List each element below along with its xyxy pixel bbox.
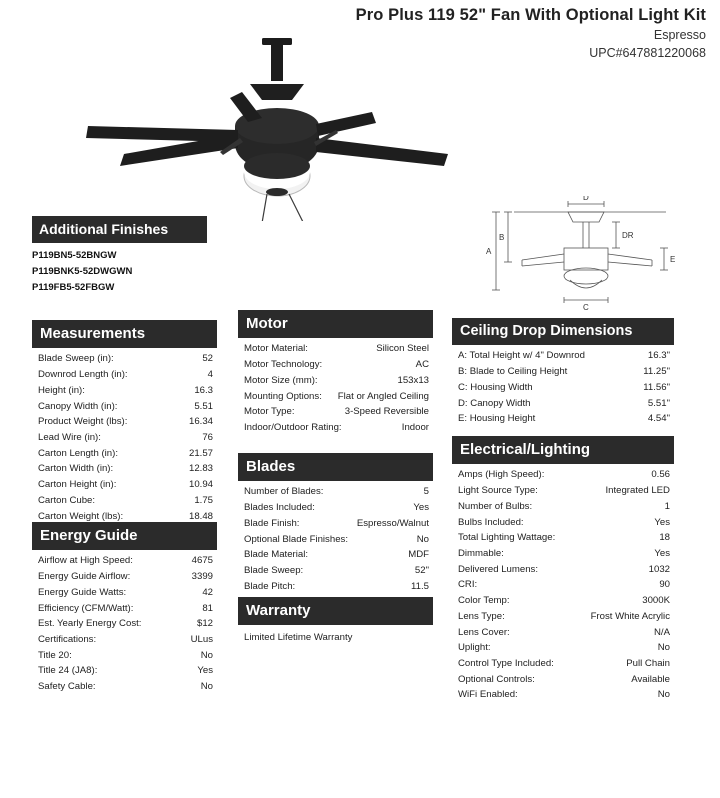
row-label: C: Housing Width — [458, 381, 533, 393]
row-label: Bulbs Included: — [458, 516, 524, 528]
electrical-lighting-rows — [452, 468, 674, 704]
table-row — [32, 399, 217, 415]
row-value: 4675 — [191, 555, 213, 567]
row-label: Blade Material: — [244, 549, 308, 561]
row-label: Airflow at High Speed: — [38, 555, 133, 567]
table-row — [32, 383, 217, 399]
row-value: 4 — [207, 369, 213, 381]
table-row — [452, 688, 674, 704]
table-row — [32, 633, 217, 649]
table-row — [452, 468, 674, 484]
table-row — [238, 342, 433, 358]
row-value: 10.94 — [188, 479, 213, 491]
table-row — [452, 365, 674, 381]
list-item: P119BN5-52BNGW — [32, 250, 117, 261]
row-value: Integrated LED — [605, 485, 670, 497]
table-row — [32, 554, 217, 570]
product-upc: UPC#647881220068 — [589, 46, 706, 60]
row-label: Energy Guide Airflow: — [38, 571, 131, 583]
row-value: 1.75 — [194, 494, 213, 506]
blades-section — [238, 453, 433, 595]
row-label: Blades Included: — [244, 502, 315, 514]
row-label: Efficiency (CFM/Watt): — [38, 602, 134, 614]
row-label: Product Weight (lbs): — [38, 416, 128, 428]
row-label: Blade Sweep (in): — [38, 353, 114, 365]
electrical-lighting-heading: Electrical/Lighting — [452, 436, 674, 464]
table-row — [452, 562, 674, 578]
table-row — [452, 396, 674, 412]
row-label: A: Total Height w/ 4" Downrod — [458, 350, 585, 362]
row-value: 1032 — [648, 563, 670, 575]
row-value: 4.54" — [647, 413, 670, 425]
table-row — [32, 680, 217, 696]
additional-finishes-heading: Additional Finishes — [32, 216, 207, 243]
measurements-section — [32, 320, 217, 525]
row-label: Motor Size (mm): — [244, 374, 318, 386]
row-value: 3000K — [642, 595, 670, 607]
table-row — [32, 570, 217, 586]
table-row — [452, 484, 674, 500]
row-value: Yes — [197, 665, 213, 677]
warranty-section — [238, 597, 433, 643]
row-label: Motor Type: — [244, 406, 295, 418]
diagram-label-d: D — [583, 196, 589, 202]
table-row — [452, 594, 674, 610]
table-row — [452, 499, 674, 515]
row-value: Silicon Steel — [376, 343, 429, 355]
ceiling-drop-heading: Ceiling Drop Dimensions — [452, 318, 674, 345]
row-value: No — [416, 533, 429, 545]
table-row — [32, 493, 217, 509]
row-value: No — [200, 649, 213, 661]
additional-finishes-list — [32, 250, 207, 293]
row-value: 42 — [202, 586, 213, 598]
row-label: Optional Blade Finishes: — [244, 533, 348, 545]
row-value: $12 — [196, 618, 213, 630]
warranty-heading: Warranty — [238, 597, 433, 625]
table-row — [452, 672, 674, 688]
row-value: 52 — [202, 353, 213, 365]
row-label: Blade Finish: — [244, 517, 300, 529]
row-value: 0.56 — [651, 469, 670, 481]
table-row — [32, 462, 217, 478]
table-row — [32, 446, 217, 462]
table-row — [238, 485, 433, 501]
table-row — [32, 648, 217, 664]
diagram-label-a: A — [486, 247, 492, 256]
motor-section — [238, 310, 433, 436]
row-label: Light Source Type: — [458, 485, 538, 497]
table-row — [452, 380, 674, 396]
table-row — [238, 405, 433, 421]
row-value: 3-Speed Reversible — [344, 406, 429, 418]
row-value: Frost White Acrylic — [590, 610, 670, 622]
blades-rows — [238, 485, 433, 595]
row-value: 90 — [659, 579, 670, 591]
row-label: Est. Yearly Energy Cost: — [38, 618, 142, 630]
table-row — [238, 532, 433, 548]
row-value: 81 — [202, 602, 213, 614]
table-row — [452, 349, 674, 365]
additional-finishes-section — [32, 216, 207, 298]
row-label: Motor Material: — [244, 343, 308, 355]
ceiling-drop-section — [452, 318, 674, 428]
row-label: Carton Cube: — [38, 494, 96, 506]
row-label: Mounting Options: — [244, 390, 322, 402]
row-label: Amps (High Speed): — [458, 469, 545, 481]
table-row — [32, 478, 217, 494]
row-value: Espresso/Walnut — [356, 517, 429, 529]
table-row — [32, 368, 217, 384]
row-label: Total Lighting Wattage: — [458, 532, 556, 544]
row-value: 52" — [414, 564, 429, 576]
row-label: WiFi Enabled: — [458, 689, 518, 701]
table-row — [238, 421, 433, 437]
table-row — [452, 641, 674, 657]
table-row — [32, 585, 217, 601]
row-label: Dimmable: — [458, 547, 504, 559]
table-row — [238, 564, 433, 580]
measurements-rows — [32, 352, 217, 525]
row-label: Lens Cover: — [458, 626, 510, 638]
row-value: 12.83 — [188, 463, 213, 475]
row-label: Delivered Lumens: — [458, 563, 538, 575]
row-label: Indoor/Outdoor Rating: — [244, 421, 342, 433]
table-row — [452, 547, 674, 563]
row-label: Height (in): — [38, 384, 85, 396]
row-label: Carton Height (in): — [38, 479, 117, 491]
row-value: 18 — [659, 532, 670, 544]
diagram-label-b: B — [499, 233, 505, 242]
row-value: AC — [415, 359, 429, 371]
row-label: CRI: — [458, 579, 478, 591]
row-value: 11.5 — [411, 580, 429, 592]
row-label: Carton Width (in): — [38, 463, 114, 475]
row-value: Yes — [654, 516, 670, 528]
product-finish: Espresso — [653, 28, 706, 42]
energy-guide-heading: Energy Guide — [32, 522, 217, 550]
row-label: Optional Controls: — [458, 673, 535, 685]
row-label: B: Blade to Ceiling Height — [458, 366, 568, 378]
row-value: 1 — [664, 500, 670, 512]
row-value: No — [657, 642, 670, 654]
table-row — [238, 501, 433, 517]
table-row — [32, 352, 217, 368]
row-label: Lens Type: — [458, 610, 505, 622]
row-label: Blade Sweep: — [244, 564, 304, 576]
diagram-label-e: E — [670, 255, 676, 264]
row-value: 76 — [202, 431, 213, 443]
row-value: 16.3" — [647, 350, 670, 362]
row-value: 3399 — [191, 571, 213, 583]
ceiling-drop-rows — [452, 349, 674, 428]
table-row — [452, 412, 674, 428]
row-value: 11.56" — [643, 381, 670, 393]
table-row — [32, 617, 217, 633]
row-label: Motor Technology: — [244, 359, 323, 371]
row-value: 5.51" — [647, 397, 670, 409]
row-label: Energy Guide Watts: — [38, 586, 127, 598]
row-value: Yes — [413, 502, 429, 514]
row-label: Number of Blades: — [244, 486, 324, 498]
row-value: 16.34 — [188, 416, 213, 428]
table-row — [452, 578, 674, 594]
row-value: ULus — [190, 633, 213, 645]
diagram-label-c: C — [583, 303, 589, 312]
row-label: Canopy Width (in): — [38, 400, 118, 412]
fan-image-svg — [24, 26, 464, 221]
row-value: 5 — [423, 486, 429, 498]
table-row — [238, 516, 433, 532]
row-label: Certifications: — [38, 633, 97, 645]
row-value: 5.51 — [194, 400, 213, 412]
table-row — [32, 664, 217, 680]
row-label: Carton Weight (lbs): — [38, 510, 124, 522]
row-label: Color Temp: — [458, 595, 510, 607]
blades-heading: Blades — [238, 453, 433, 481]
row-label: D: Canopy Width — [458, 397, 531, 409]
table-row — [32, 601, 217, 617]
row-label: Lead Wire (in): — [38, 431, 101, 443]
row-label: Downrod Length (in): — [38, 369, 128, 381]
row-value: 16.3 — [194, 384, 213, 396]
table-row — [32, 431, 217, 447]
row-label: Control Type Included: — [458, 658, 554, 670]
row-value: N/A — [654, 626, 670, 638]
electrical-lighting-section — [452, 436, 674, 704]
table-row — [238, 389, 433, 405]
row-label: Title 20: — [38, 649, 72, 661]
row-label: Title 24 (JA8): — [38, 665, 98, 677]
row-value: Flat or Angled Ceiling — [337, 390, 429, 402]
row-label: Blade Pitch: — [244, 580, 296, 592]
row-value: 21.57 — [188, 447, 213, 459]
page-title: Pro Plus 119 52" Fan With Optional Light Kit — [355, 6, 706, 24]
dimension-diagram-svg — [456, 196, 706, 316]
row-value: 153x13 — [397, 374, 429, 386]
ceiling-fan-illustration — [24, 26, 464, 221]
table-row — [238, 358, 433, 374]
row-label: Uplight: — [458, 642, 491, 654]
list-item: P119FB5-52FBGW — [32, 282, 115, 293]
row-label: Number of Bulbs: — [458, 500, 533, 512]
row-value: 11.25" — [643, 366, 670, 378]
motor-heading: Motor — [238, 310, 433, 338]
energy-guide-rows — [32, 554, 217, 695]
dimension-diagram — [456, 196, 706, 316]
row-label: E: Housing Height — [458, 413, 536, 425]
table-row — [238, 579, 433, 595]
table-row — [452, 515, 674, 531]
row-label: Carton Length (in): — [38, 447, 118, 459]
table-row — [452, 531, 674, 547]
measurements-heading: Measurements — [32, 320, 217, 348]
warranty-text: Limited Lifetime Warranty — [244, 632, 353, 643]
list-item: P119BNK5-52DWGWN — [32, 266, 133, 277]
table-row — [452, 609, 674, 625]
energy-guide-section — [32, 522, 217, 695]
row-value: Available — [631, 673, 670, 685]
row-value: Pull Chain — [626, 658, 670, 670]
table-row — [452, 657, 674, 673]
row-value: No — [200, 681, 213, 693]
row-value: MDF — [408, 549, 429, 561]
motor-rows — [238, 342, 433, 436]
row-value: Indoor — [401, 421, 429, 433]
table-row — [32, 415, 217, 431]
row-value: Yes — [654, 547, 670, 559]
row-label: Safety Cable: — [38, 681, 96, 693]
row-value: 18.48 — [188, 510, 213, 522]
table-row — [238, 373, 433, 389]
table-row — [238, 548, 433, 564]
diagram-label-dr: DR — [622, 231, 634, 240]
row-value: No — [657, 689, 670, 701]
table-row — [452, 625, 674, 641]
